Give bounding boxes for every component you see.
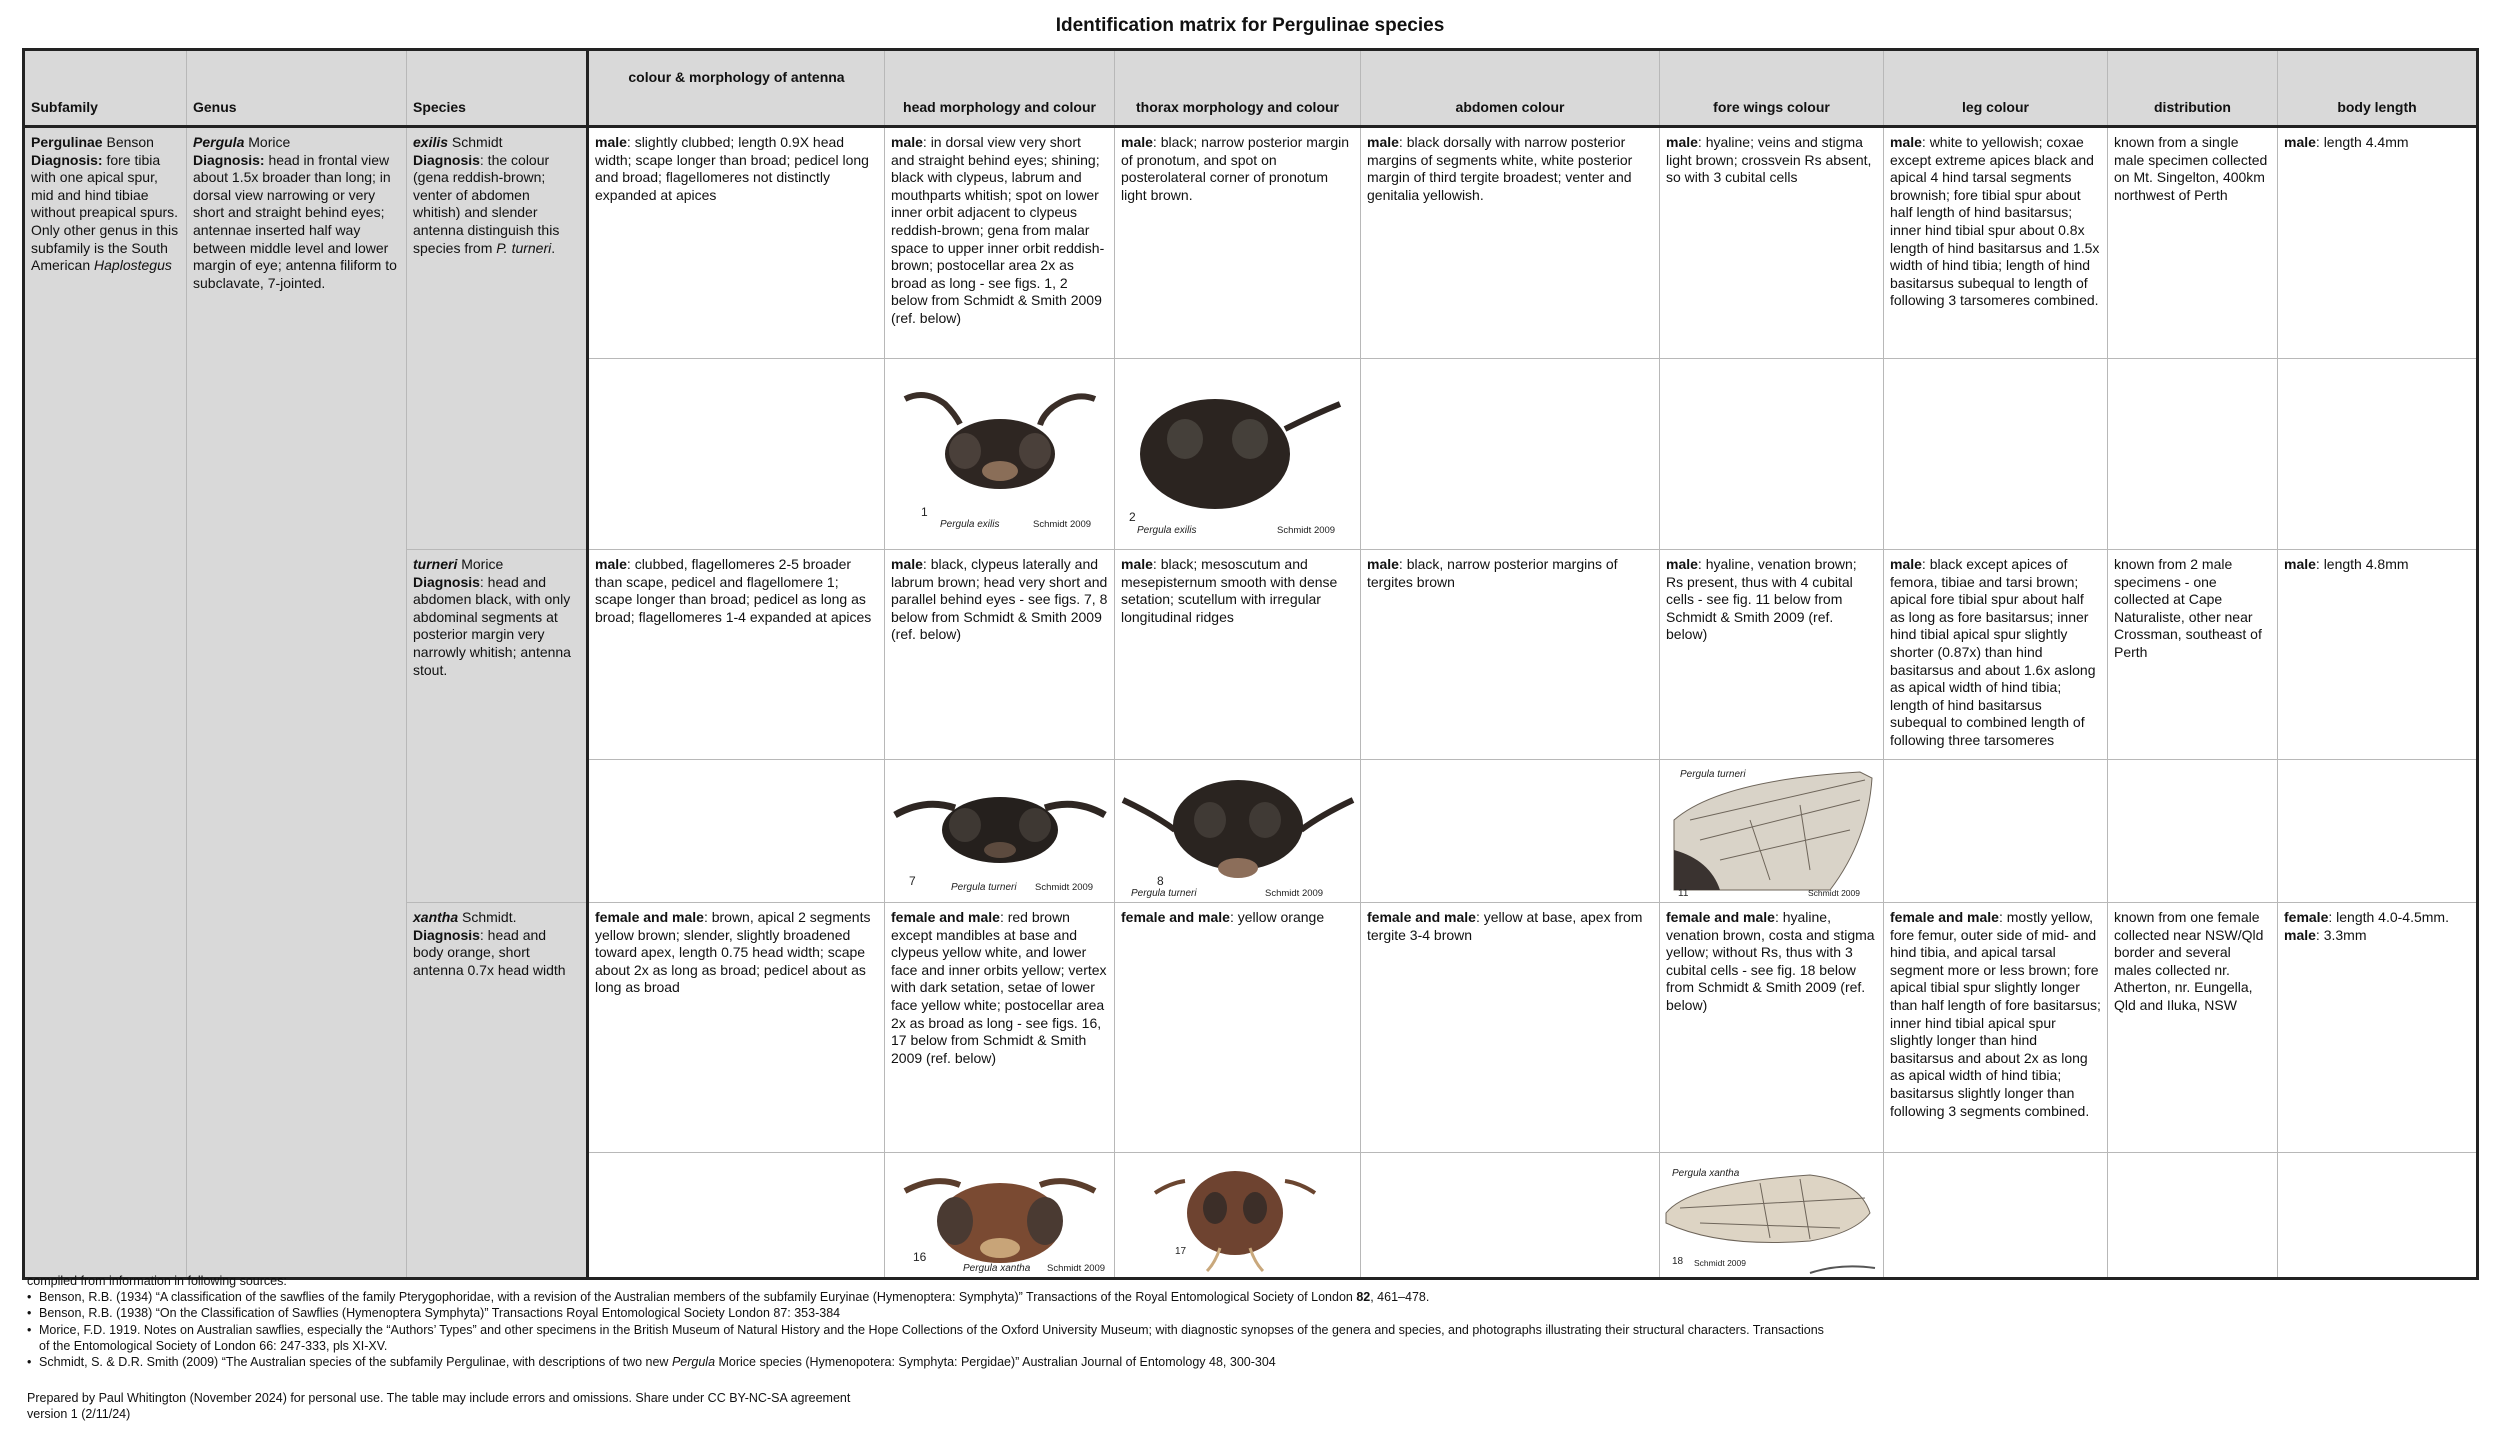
genus-name: Pergula — [193, 134, 245, 150]
sex-label: female and male — [1666, 909, 1775, 925]
figure-cell-turneri-wing — [1660, 760, 1884, 903]
sex-label: male — [1367, 134, 1399, 150]
species-cell-turneri — [407, 550, 588, 903]
header-leg: leg colour — [1884, 50, 2108, 127]
figure-number: 16 — [913, 1250, 927, 1264]
figure-caption: Pergula exilis — [940, 519, 1000, 530]
thorax-xantha — [1115, 903, 1361, 1153]
sex-label: female and male — [891, 909, 1000, 925]
leg-text: : white to yellowish; coxae except extreme apices black and apical 4 hind tarsal segments brownish; fore tibial spur about half length of hind basitarsus; inner hind tibial spur about 0.8x length of hind basitarsus and 1.5x width of hind tibia; length of hind basitarsus subequal to length of following 3 tarsomeres combined. — [1890, 134, 2100, 309]
leg-text: : mostly yellow, fore femur, outer side of mid- and hind tibia, and apical tarsal segment more or less brown; fore apical tibial spur slightly longer than half length of fore basitarsus; inner hind tibial apical spur slightly longer than hind basitarsus and about 2x as long as apical width of hind tibia; basitarsus slightly longer than following 3 segments combined. — [1890, 909, 2101, 1119]
abdomen-text: : yellow at base, apex from tergite 3-4 brown — [1367, 909, 1643, 943]
figure-caption: Pergula xantha — [963, 1263, 1031, 1274]
wings-turneri — [1660, 550, 1884, 760]
source-genus: Pergula — [671, 1355, 716, 1370]
distribution-xantha: known from one female collected near NSW/Qld border and several males collected nr. Atherton, nr. Eungella, Qld and Iluka, NSW — [2108, 903, 2278, 1153]
wings-text: : hyaline, venation brown, costa and stigma yellow; without Rs, thus with 3 cubital cells - see fig. 18 below from Schmidt & Smith 2009 (ref. below) — [1666, 909, 1875, 1013]
header-thorax: thorax morphology and colour — [1115, 50, 1361, 127]
sex-label: male — [2284, 926, 2316, 943]
figure-cell-turneri-head — [885, 760, 1115, 903]
header-abdomen: abdomen colour — [1361, 50, 1660, 127]
sex-label: male — [595, 556, 627, 572]
abdomen-text: : black, narrow posterior margins of tergites brown — [1367, 556, 1618, 590]
species-diag-end: . — [551, 239, 556, 256]
insect-thorax-figure — [1115, 359, 1361, 549]
header-row — [24, 50, 2478, 127]
header-species: Species — [407, 50, 588, 127]
species-author: Morice — [457, 556, 504, 572]
header-subfamily: Subfamily — [24, 50, 187, 127]
genus-diagnosis: head in frontal view about 1.5x broader than long; in dorsal view narrowing or very short and straight behind eyes; antennae inserted half way between middle level and lower margin of eye; antenna filiform to subclavate, 7-jointed. — [193, 151, 397, 291]
body-xantha — [2278, 903, 2478, 1153]
distribution-turneri: known from 2 male specimens - one collected at Cape Naturaliste, other near Crossman, southeast of Perth — [2108, 550, 2278, 760]
figure-credit: Schmidt 2009 — [1047, 1263, 1106, 1274]
subfamily-name: Pergulinae — [31, 134, 103, 150]
figure-cell-xantha-head — [885, 1153, 1115, 1279]
genus-author: Morice — [244, 134, 291, 150]
figure-credit: Schmidt 2009 — [1808, 888, 1860, 898]
sex-label: female and male — [1121, 909, 1230, 925]
source-text: Schmidt, S. & D.R. Smith (2009) “The Australian species of the subfamily Pergulinae, with descriptions of two new — [39, 1355, 672, 1370]
figure-caption: Pergula exilis — [1137, 525, 1197, 536]
sex-label: male — [1666, 134, 1698, 150]
sex-label: male — [2284, 556, 2316, 572]
figure-number: 17 — [1175, 1246, 1187, 1257]
head-text: : red brown except mandibles at base and clypeus yellow white, and lower face and inner orbits yellow; vertex with dark setation, setae of lower face yellow white; postocellar area 2x as broad as long - see figs. 16, 17 below from Schmidt & Smith 2009 (ref. below) — [891, 909, 1107, 1066]
body-text: : length 4.4mm — [2315, 134, 2409, 150]
sources-intro: compiled from information in following sources: — [27, 1274, 287, 1288]
species-diag-label: Diagnosis — [413, 151, 480, 168]
species-cell-xantha — [407, 903, 588, 1279]
figure-caption: Pergula xantha — [1672, 1168, 1740, 1179]
abdomen-xantha — [1361, 903, 1660, 1153]
distribution-exilis: known from a single male specimen collected on Mt. Singelton, 400km northwest of Perth — [2108, 127, 2278, 359]
abdomen-exilis — [1361, 127, 1660, 359]
figure-credit: Schmidt 2009 — [1694, 1258, 1746, 1268]
wings-text: : hyaline; veins and stigma light brown; crossvein Rs absent, so with 3 cubital cells — [1666, 134, 1872, 186]
body-text: : length 4.8mm — [2315, 556, 2409, 572]
species-name: xantha — [413, 909, 459, 925]
row-exilis — [24, 127, 2478, 359]
figure-number: 11 — [1678, 888, 1689, 899]
species-author: Schmidt — [448, 134, 503, 150]
species-name: exilis — [413, 134, 449, 150]
subfamily-author: Benson — [102, 134, 154, 150]
header-antenna: colour & morphology of antenna — [588, 50, 885, 127]
head-text: : in dorsal view very short and straight behind eyes; shining; black with clypeus, labrum and mouthparts whitish; spot on lower inner orbit adjacent to clypeus reddish-brown; gena from malar space to upper inner orbit reddish-brown; postocellar area 2x as broad as long - see figs. 1, 2 below from Schmidt & Smith 2009 (ref. below) — [891, 134, 1105, 326]
thorax-turneri — [1115, 550, 1361, 760]
body-text: : 3.3mm — [2315, 926, 2367, 943]
subfamily-other-genus: Haplostegus — [94, 257, 172, 274]
wings-exilis — [1660, 127, 1884, 359]
sources-list — [27, 1289, 1827, 1370]
species-diag-ref: P. turneri — [496, 239, 552, 256]
figure-number: 1 — [921, 505, 928, 519]
species-diagnosis: : head and body orange, short antenna 0.7x head width — [413, 926, 566, 978]
species-diag-label: Diagnosis — [413, 926, 480, 943]
source-item: • Benson, R.B. (1938) “On the Classification of Sawflies (Hymenoptera Symphyta)” Transactions Royal Entomological Society London 87: 353-384 — [39, 1305, 1827, 1321]
sex-label: male — [1890, 556, 1922, 572]
thorax-text: : black; narrow posterior margin of pronotum, and spot on posterolateral corner of pronotum light brown. — [1121, 134, 1349, 203]
sources-footer — [27, 1273, 1827, 1370]
abdomen-turneri — [1361, 550, 1660, 760]
header-body: body length — [2278, 50, 2478, 127]
figure-cell-turneri-thorax — [1115, 760, 1361, 903]
leg-text: : black except apices of femora, tibiae and tarsi brown; apical fore tibial spur about half as long as fore basitarsus; inner hind tibial apical spur slightly shorter (0.87x) than hind basitarsus and about 1.6x aslong as apical width of hind tibia; length of hind basitarsus subequal to combined length of following three tarsomeres — [1890, 556, 2096, 748]
genus-cell — [187, 127, 407, 1279]
sex-label: male — [1121, 556, 1153, 572]
header-genus: Genus — [187, 50, 407, 127]
figure-number: 7 — [909, 874, 916, 888]
figure-number: 18 — [1672, 1256, 1684, 1267]
header-distribution: distribution — [2108, 50, 2278, 127]
header-wings: fore wings colour — [1660, 50, 1884, 127]
thorax-text: : yellow orange — [1229, 909, 1325, 925]
wings-xantha — [1660, 903, 1884, 1153]
figure-cell-xantha-thorax — [1115, 1153, 1361, 1279]
figure-credit: Schmidt 2009 — [1035, 882, 1094, 893]
figure-caption: Pergula turneri — [1131, 888, 1197, 899]
species-author: Schmidt. — [458, 909, 517, 925]
head-turneri — [885, 550, 1115, 760]
sex-label: male — [1121, 134, 1153, 150]
species-diagnosis: : head and abdomen black, with only abdominal segments at posterior margin very narrowly whitish; antenna stout. — [413, 573, 571, 678]
species-cell-exilis — [407, 127, 588, 550]
leg-exilis — [1884, 127, 2108, 359]
sex-label: female and male — [1367, 909, 1476, 925]
figure-number: 2 — [1129, 510, 1136, 524]
document-title: Identification matrix for Pergulinae species — [1055, 15, 1445, 36]
body-exilis — [2278, 127, 2478, 359]
antenna-text: : clubbed, flagellomeres 2-5 broader than scape, pedicel and flagellomere 1; scape longer than broad; pedicel as long as broad; flagellomeres 1-4 expanded at apices — [595, 556, 872, 625]
sex-label: female — [2284, 909, 2329, 925]
sex-label: male — [2284, 134, 2316, 150]
antenna-xantha — [588, 903, 885, 1153]
source-volume: 82 — [1356, 1290, 1371, 1305]
prepared-note — [27, 1390, 850, 1422]
sex-label: male — [595, 134, 627, 150]
antenna-text: : brown, apical 2 segments yellow brown; slender, slightly broadened toward apex, length 0.75 head width; scape about 2x as long as broad; pedicel about as long as broad — [595, 909, 871, 996]
sex-label: male — [1666, 556, 1698, 572]
figure-cell-exilis-thorax — [1115, 359, 1361, 550]
insect-thorax-figure — [1115, 1153, 1361, 1277]
sex-label: male — [891, 556, 923, 572]
identification-matrix — [22, 48, 2479, 1280]
source-item — [39, 1289, 1827, 1305]
source-pages: , 461–478. — [1370, 1290, 1430, 1305]
sex-label: female and male — [1890, 909, 1999, 925]
species-name: turneri — [413, 556, 458, 572]
figure-caption: Pergula turneri — [951, 882, 1017, 893]
head-text: : black, clypeus laterally and labrum brown; head very short and parallel behind eyes - see figs. 7, 8 below from Schmidt & Smith 2009 (ref. below) — [891, 556, 1108, 643]
thorax-exilis — [1115, 127, 1361, 359]
figure-credit: Schmidt 2009 — [1277, 525, 1336, 536]
sex-label: male — [891, 134, 923, 150]
header-head: head morphology and colour — [885, 50, 1115, 127]
source-item — [39, 1354, 1827, 1370]
head-xantha — [885, 903, 1115, 1153]
figure-credit: Schmidt 2009 — [1033, 519, 1092, 530]
subfamily-cell — [24, 127, 187, 1279]
body-text: : length 4.0-4.5mm. — [2328, 909, 2449, 925]
source-text-end: Morice species (Hymenopotera: Symphyta: Pergidae)” Australian Journal of Entomology 48, 300-304 — [715, 1355, 1276, 1370]
leg-turneri — [1884, 550, 2108, 760]
sex-label: male — [1367, 556, 1399, 572]
sex-label: male — [1890, 134, 1922, 150]
leg-xantha — [1884, 903, 2108, 1153]
antenna-turneri — [588, 550, 885, 760]
source-text: Benson, R.B. (1934) “A classification of the sawflies of the family Pterygophoridae, with a revision of the Australian members of the subfamily Euryinae (Hymenoptera: Symphyta)” Transactions of the Royal Entomological Society of London — [39, 1290, 1357, 1305]
species-diag-label: Diagnosis — [413, 573, 480, 590]
subfamily-diagnosis: fore tibia with one apical spur, mid and hind tibiae without preapical spurs. Only other genus in this subfamily is the South American — [31, 151, 179, 274]
figure-cell-xantha-wing — [1660, 1153, 1884, 1279]
figure-number: 8 — [1157, 874, 1164, 888]
wings-text: : hyaline, venation brown; Rs present, thus with 4 cubital cells - see fig. 11 below from Schmidt & Smith 2009 (ref. below) — [1666, 556, 1857, 643]
head-exilis — [885, 127, 1115, 359]
antenna-exilis — [588, 127, 885, 359]
abdomen-text: : black dorsally with narrow posterior margins of segments white, white posterior margin of third tergite broadest; venter and genitalia yellowish. — [1367, 134, 1633, 203]
version-label: version 1 (2/11/24) — [27, 1407, 131, 1422]
insect-thorax-figure — [1115, 760, 1361, 902]
figure-cell-exilis-head — [885, 359, 1115, 550]
genus-diag-label: Diagnosis: — [193, 151, 265, 168]
antenna-text: : slightly clubbed; length 0.9X head width; scape longer than broad; pedicel long and broad; flagellomeres not distinctly expanded at apices — [595, 134, 869, 203]
species-diagnosis: : the colour (gena reddish-brown; venter of abdomen whitish) and slender antenna distinguish this species from — [413, 151, 560, 256]
figure-credit: Schmidt 2009 — [1265, 888, 1324, 899]
body-turneri — [2278, 550, 2478, 760]
thorax-text: : black; mesoscutum and mesepisternum smooth with dense setation; scutellum with irregular longitudinal ridges — [1121, 556, 1338, 625]
subfamily-diag-label: Diagnosis: — [31, 151, 103, 168]
sex-label: female and male — [595, 909, 704, 925]
figure-caption: Pergula turneri — [1680, 769, 1746, 780]
source-item: • Morice, F.D. 1919. Notes on Australian sawflies, especially the “Authors’ Types” and other specimens in the British Museum of Natural History and the Hope Collections of the Oxford University Museum; with diagnostic synopses of the genera and species, and photographs illustrating their structural characters. Transactions of the Entomological Society of London 66: 247-333, pls XI-XV. — [39, 1322, 1827, 1354]
prepared-by: Prepared by Paul Whitington (November 2024) for personal use. The table may include errors and omissions. Share under CC BY-NC-SA agreement — [27, 1391, 851, 1405]
